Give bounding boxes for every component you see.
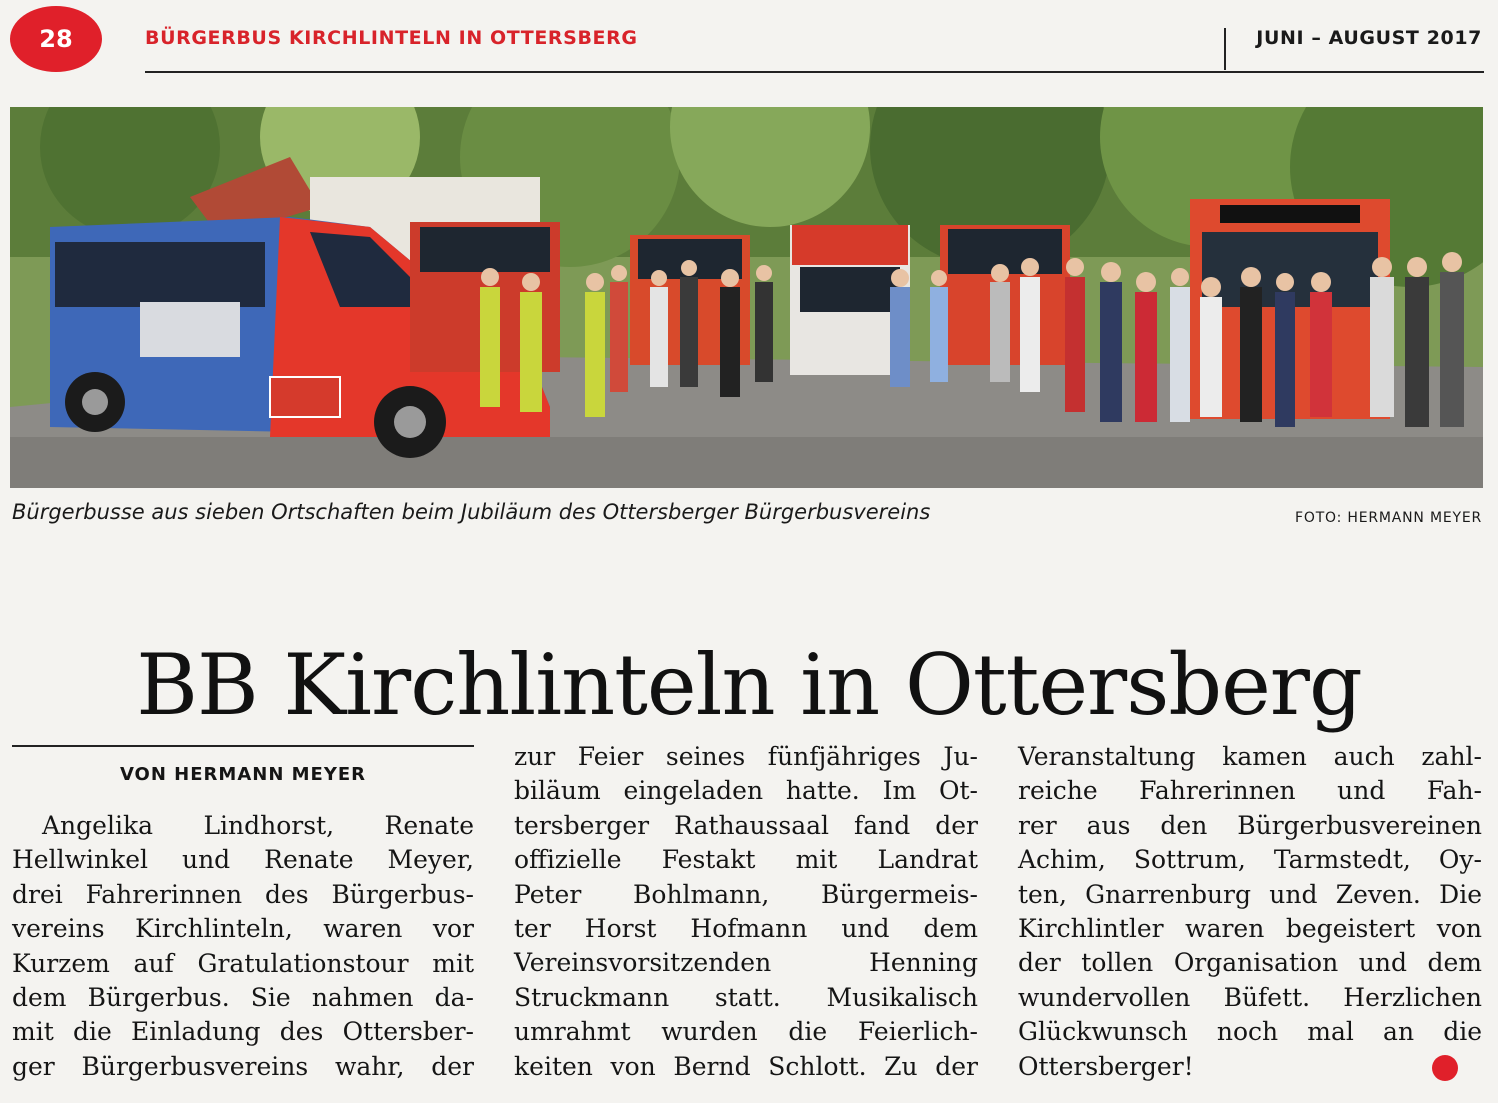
text-line: Peter Bohlmann, Bürgermeis- bbox=[514, 879, 978, 909]
article-photo bbox=[10, 107, 1483, 488]
header-divider bbox=[1224, 28, 1226, 70]
header-rule bbox=[145, 71, 1484, 73]
page-number-badge bbox=[10, 6, 102, 72]
text-line: offizielle Festakt mit Landrat bbox=[514, 845, 978, 875]
text-line: Glückwunsch noch mal an die bbox=[1018, 1017, 1482, 1047]
article-column-2 bbox=[514, 740, 978, 1084]
photo-credit: FOTO: HERMANN MEYER bbox=[1295, 510, 1482, 526]
text-line: Vereinsvorsitzenden Henning bbox=[514, 948, 978, 978]
text-line: Angelika Lindhorst, Renate bbox=[42, 811, 474, 840]
text-line: keiten von Bernd Schlott. Zu der bbox=[514, 1051, 978, 1081]
article-byline: VON HERMANN MEYER bbox=[119, 764, 367, 785]
text-line: ter Horst Hofmann und dem bbox=[514, 914, 978, 944]
text-line-last bbox=[1018, 1050, 1482, 1084]
text-line: mit die Einladung des Ottersber- bbox=[12, 1017, 474, 1047]
section-title: BÜRGERBUS KIRCHLINTELN IN OTTERSBERG bbox=[145, 27, 638, 49]
text-line: Kurzem auf Gratulationstour mit bbox=[12, 948, 474, 978]
text-line: Struckmann statt. Musikalisch bbox=[514, 982, 978, 1012]
text-line: reiche Fahrerinnen und Fah- bbox=[1018, 776, 1482, 806]
text-line-end: Ottersberger! bbox=[1018, 1051, 1194, 1081]
text-line: vereins Kirchlinteln, waren vor bbox=[12, 914, 474, 944]
text-line: wundervollen Büfett. Herzlichen bbox=[1018, 982, 1482, 1012]
text-line: ten, Gnarrenburg und Zeven. Die bbox=[1018, 879, 1482, 909]
text-line: tersberger Rathaussaal fand der bbox=[514, 810, 978, 840]
issue-date-range: JUNI – AUGUST 2017 bbox=[1256, 27, 1482, 49]
text-line: Achim, Sottrum, Tarmstedt, Oy- bbox=[1018, 845, 1482, 875]
page-number: 28 bbox=[39, 25, 73, 53]
text-line: umrahmt wurden die Feierlich- bbox=[514, 1017, 978, 1047]
text-line: Veranstaltung kamen auch zahl- bbox=[1018, 742, 1482, 771]
text-line: rer aus den Bürgerbusvereinen bbox=[1018, 810, 1482, 840]
text-line: ger Bürgerbusvereins wahr, der bbox=[12, 1051, 474, 1081]
text-line: zur Feier seines fünfjähriges Ju- bbox=[514, 742, 978, 771]
byline-rule bbox=[12, 745, 474, 747]
text-line: der tollen Organisation und dem bbox=[1018, 948, 1482, 978]
article-column-3 bbox=[1018, 740, 1482, 1084]
text-line: biläum eingeladen hatte. Im Ot- bbox=[514, 776, 978, 806]
text-line: drei Fahrerinnen des Bürgerbus- bbox=[12, 879, 474, 909]
text-line: dem Bürgerbus. Sie nahmen da- bbox=[12, 983, 474, 1013]
article-column-1 bbox=[12, 809, 474, 1084]
photo-caption: Bürgerbusse aus sieben Ortschaften beim Jubiläum des Ottersberger Bürgerbusvereins bbox=[12, 500, 931, 524]
text-line: Kirchlintler waren begeistert von bbox=[1018, 914, 1482, 944]
end-of-article-icon bbox=[1432, 1055, 1458, 1081]
text-line: Hellwinkel und Renate Meyer, bbox=[12, 845, 474, 875]
article-headline: BB Kirchlinteln in Ottersberg bbox=[136, 636, 1362, 735]
